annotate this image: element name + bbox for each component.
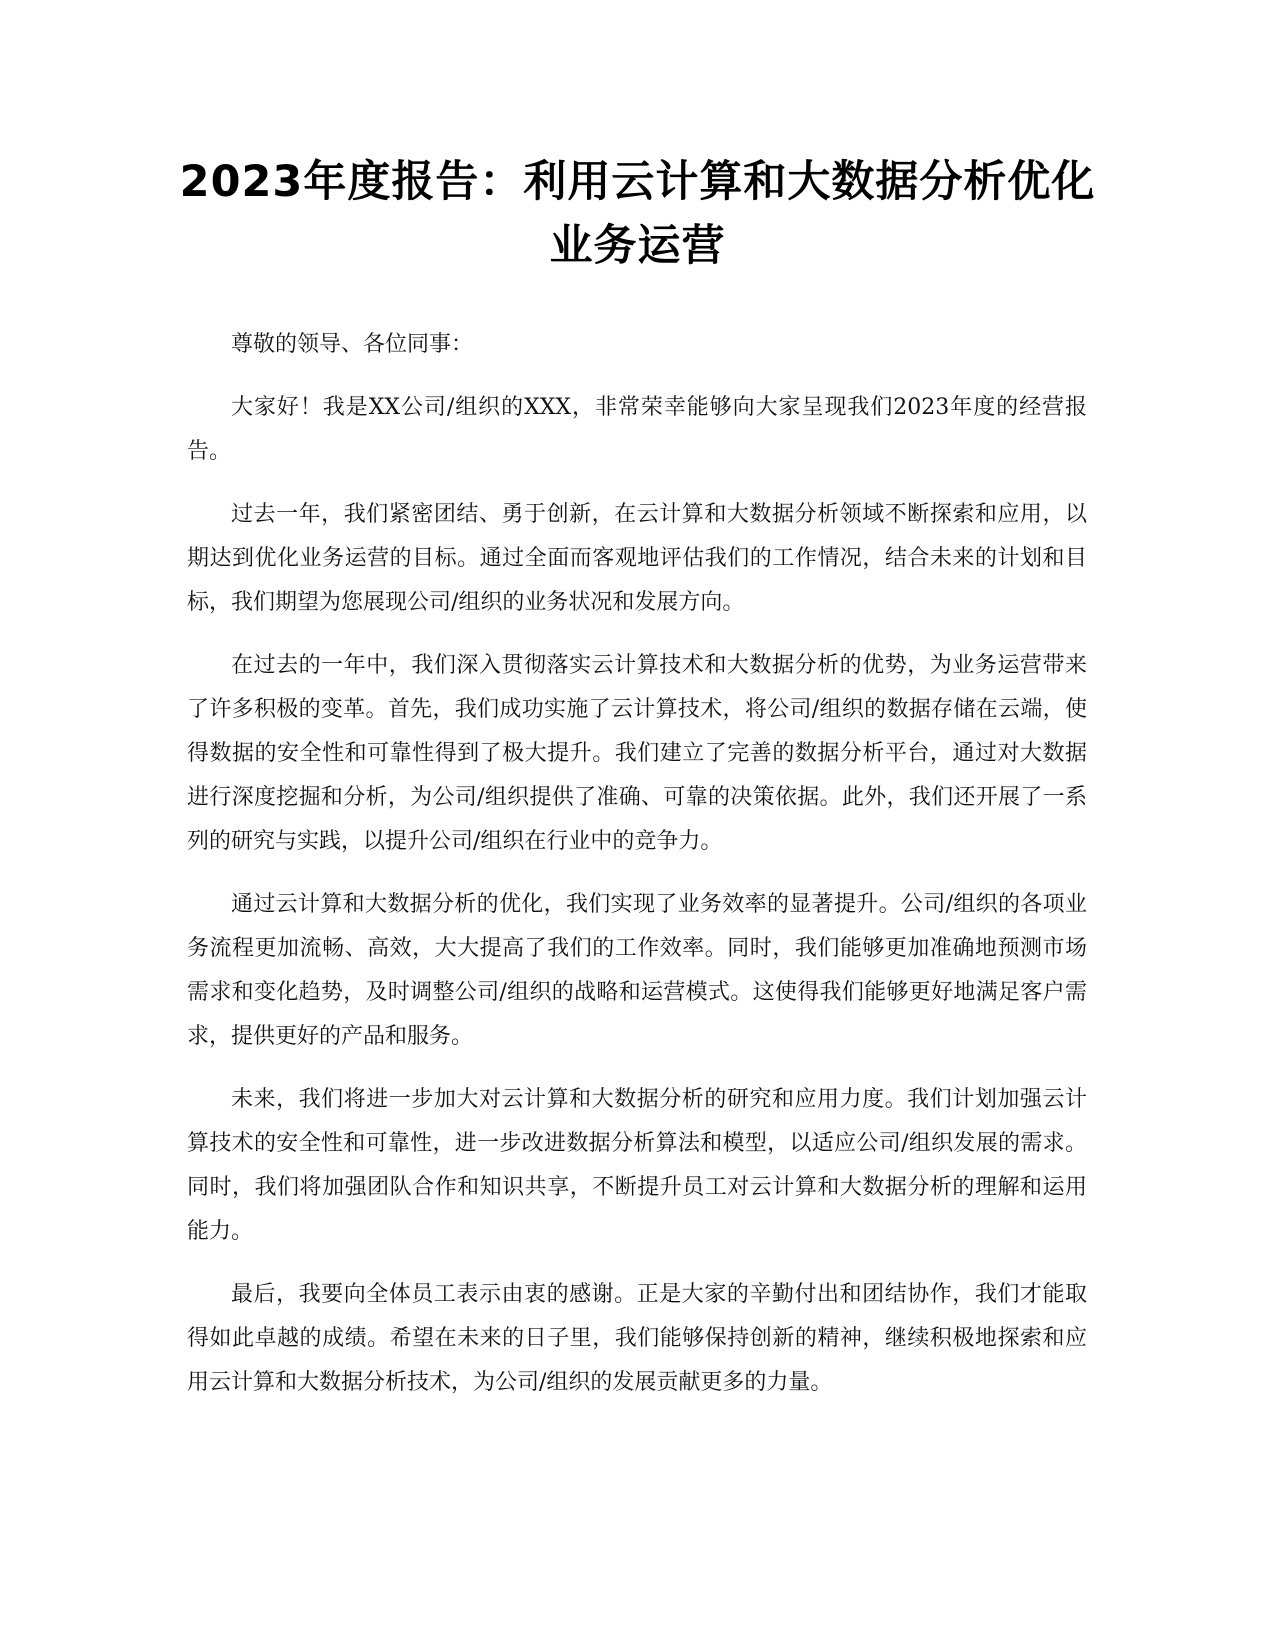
document-body bbox=[187, 323, 1087, 1424]
paragraph-overview: 过去一年，我们紧密团结、勇于创新，在云计算和大数据分析领域不断探索和应用，以期达到优化业务运营的目标。通过全面而客观地评估我们的工作情况，结合未来的计划和目标，我们期望为您展现公司/组织的业务状况和发展方向。 bbox=[187, 502, 1087, 615]
paragraph-closing: 最后，我要向全体员工表示由衷的感谢。正是大家的辛勤付出和团结协作，我们才能取得如此卓越的成绩。希望在未来的日子里，我们能够保持创新的精神，继续积极地探索和应用云计算和大数据分析技术，为公司/组织的发展贡献更多的力量。 bbox=[187, 1282, 1087, 1395]
paragraph-future-plans: 未来，我们将进一步加大对云计算和大数据分析的研究和应用力度。我们计划加强云计算技术的安全性和可靠性，进一步改进数据分析算法和模型，以适应公司/组织发展的需求。同时，我们将加强团队合作和知识共享，不断提升员工对云计算和大数据分析的理解和运用能力。 bbox=[187, 1087, 1087, 1244]
paragraph-efficiency: 通过云计算和大数据分析的优化，我们实现了业务效率的显著提升。公司/组织的各项业务流程更加流畅、高效，大大提高了我们的工作效率。同时，我们能够更加准确地预测市场需求和变化趋势，及时调整公司/组织的战略和运营模式。这使得我们能够更好地满足客户需求，提供更好的产品和服务。 bbox=[187, 892, 1087, 1049]
paragraph-greeting: 大家好！我是XX公司/组织的XXX，非常荣幸能够向大家呈现我们2023年度的经营报告。 bbox=[187, 395, 1087, 464]
paragraph-achievements: 在过去的一年中，我们深入贯彻落实云计算技术和大数据分析的优势，为业务运营带来了许多积极的变革。首先，我们成功实施了云计算技术，将公司/组织的数据存储在云端，使得数据的安全性和可靠性得到了极大提升。我们建立了完善的数据分析平台，通过对大数据进行深度挖掘和分析，为公司/组织提供了准确、可靠的决策依据。此外，我们还开展了一系列的研究与实践，以提升公司/组织在行业中的竞争力。 bbox=[187, 653, 1087, 854]
paragraph-salutation: 尊敬的领导、各位同事： bbox=[231, 332, 474, 357]
document-title: 2023年度报告：利用云计算和大数据分析优化业务运营 bbox=[179, 157, 1096, 271]
